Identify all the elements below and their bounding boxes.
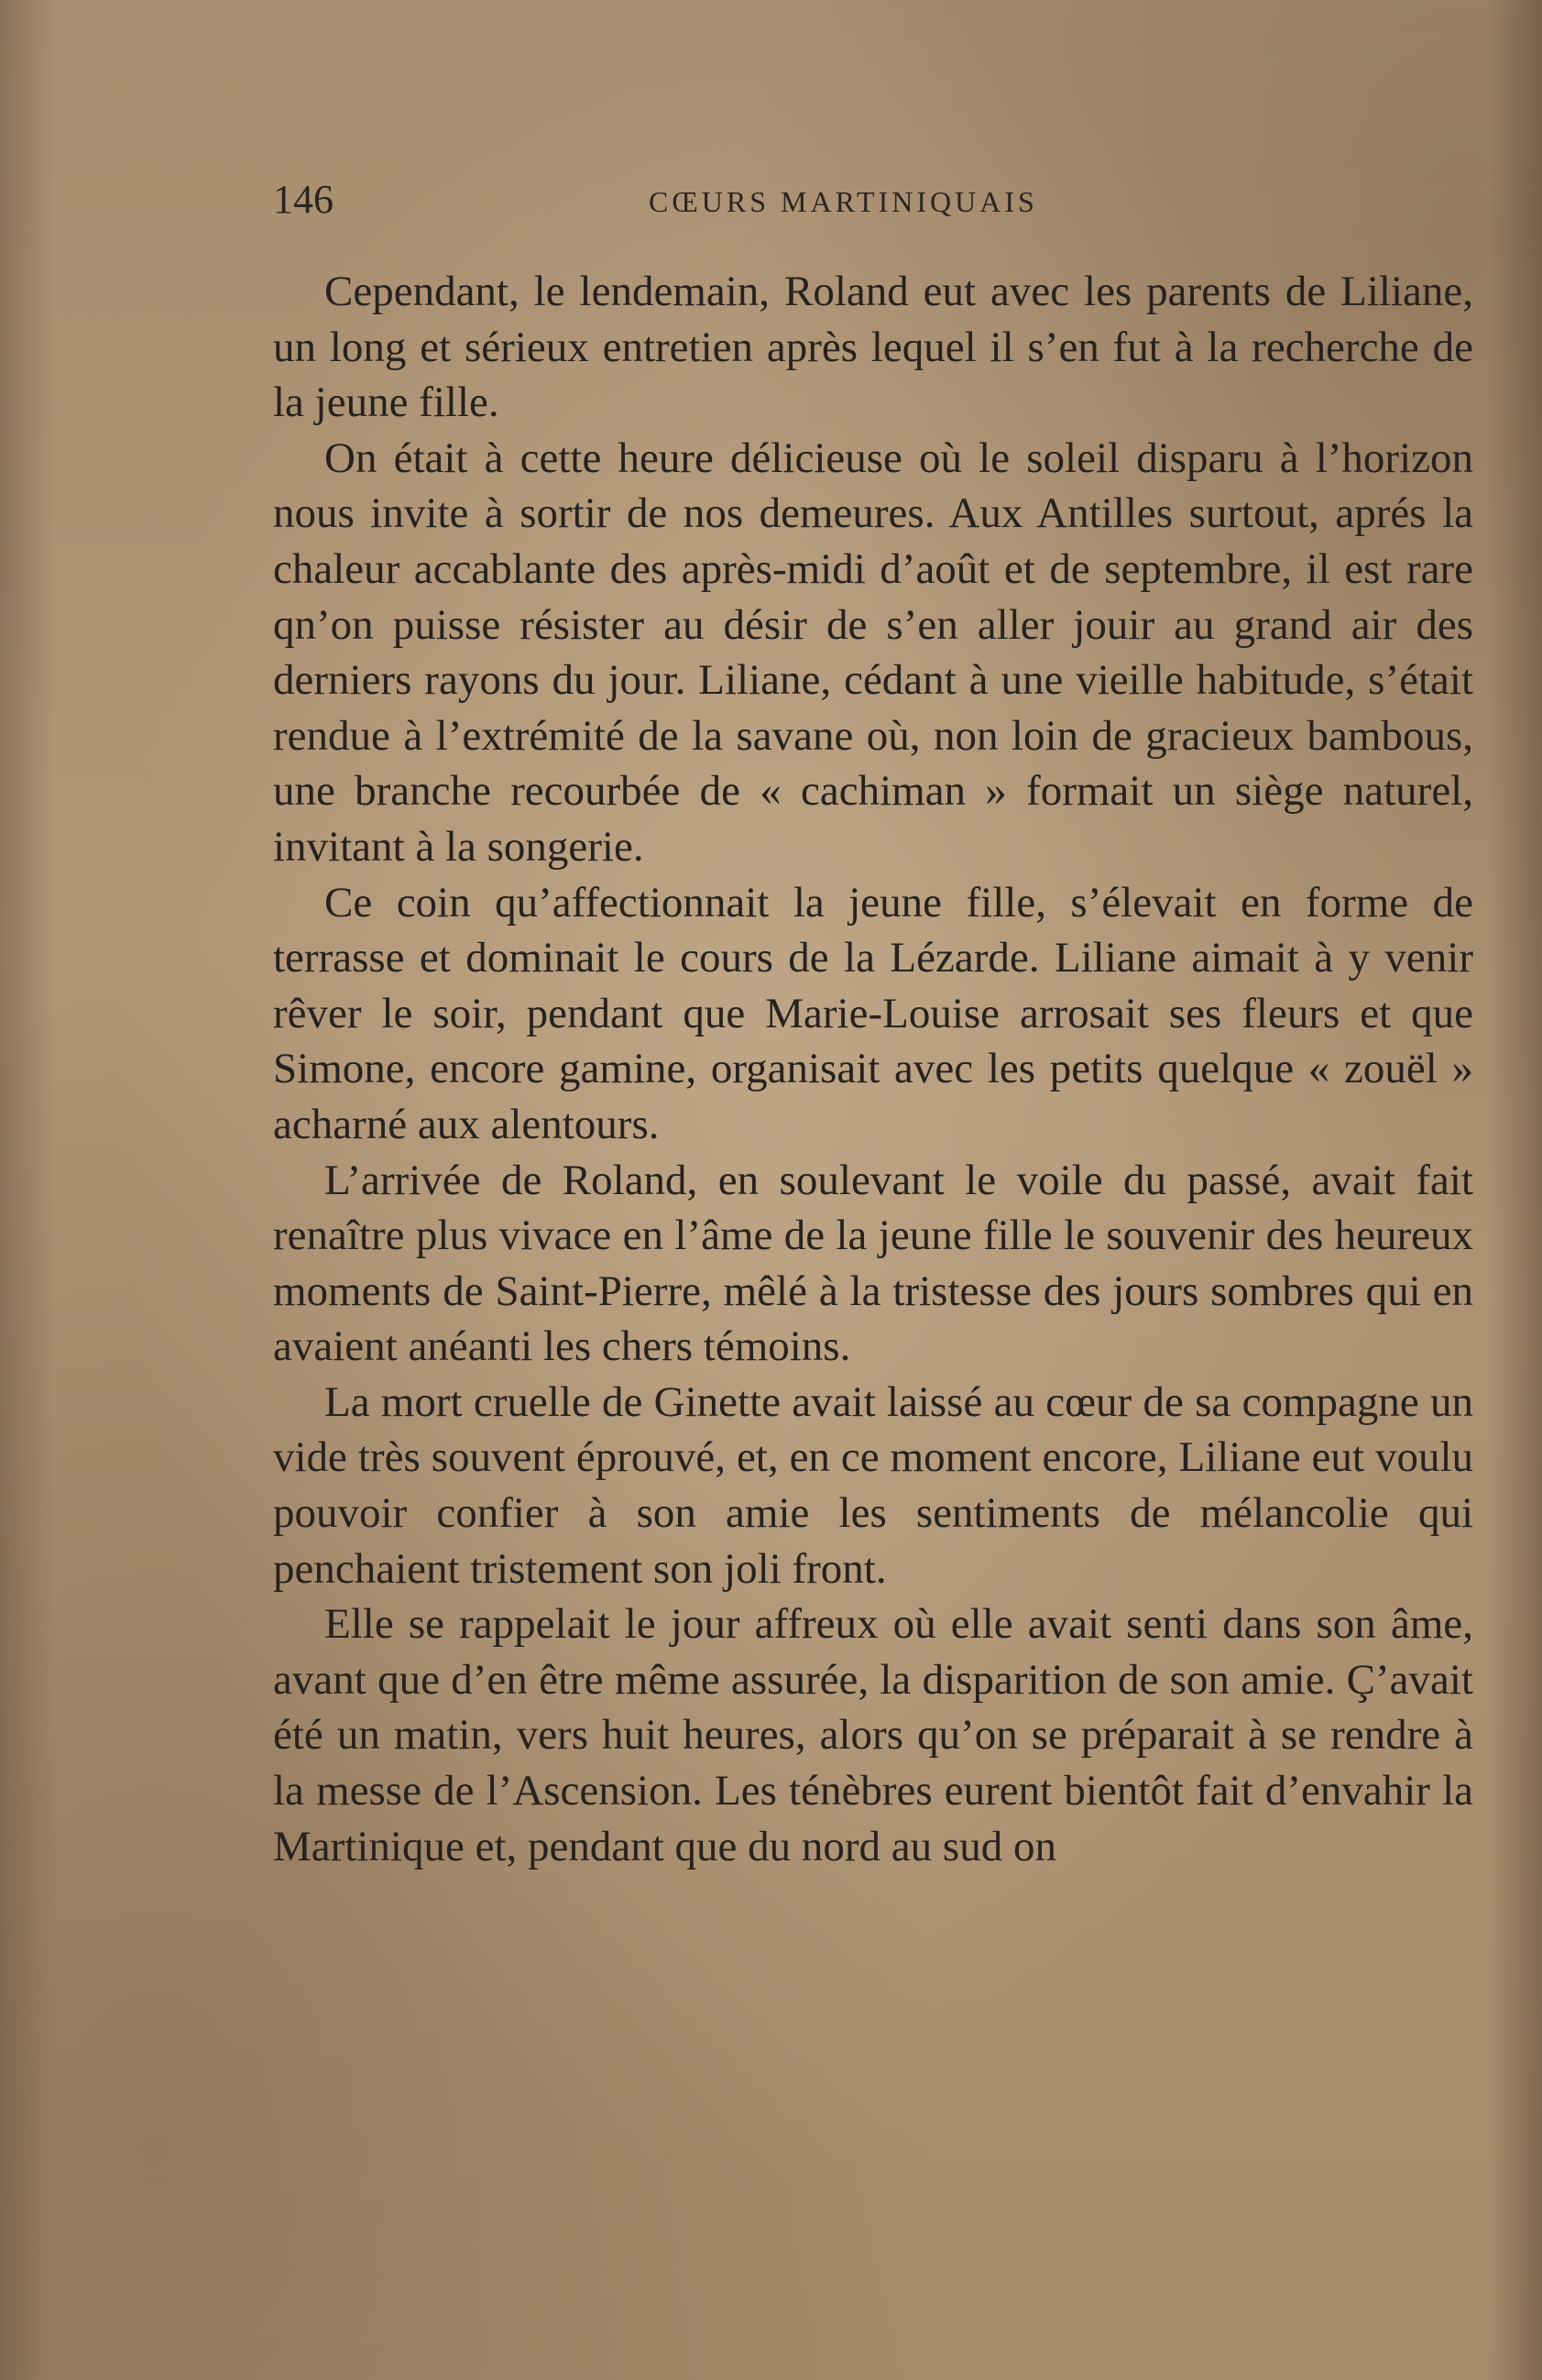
page-edge-shadow-left (0, 0, 55, 2380)
body-text (273, 264, 1473, 1874)
paragraph: Cependant, le lendemain, Roland eut avec les parents de Liliane, un long et sérieux entretien après lequel il s’en fut à la recherche de la jeune fille. (273, 268, 1473, 427)
page-edge-shadow-right (1487, 0, 1542, 2380)
paragraph: La mort cruelle de Ginette avait laissé au cœur de sa compagne un vide très souvent éprouvé, et, en ce moment encore, Liliane eut voulu pouvoir confier à son amie les sentiments de mélancolie qui penchaient tristement son joli front. (273, 1377, 1473, 1593)
paragraph: L’arrivée de Roland, en soulevant le voile du passé, avait fait renaître plus vivace en l’âme de la jeune fille le souvenir des heureux moments de Saint-Pierre, mêlé à la tristesse des jours sombres qui en avaient anéanti les chers témoins. (273, 1156, 1473, 1371)
page-number: 146 (273, 177, 334, 222)
paragraph: On était à cette heure délicieuse où le soleil disparu à l’horizon nous invite à sortir de nos demeures. Aux Antilles surtout, aprés la chaleur accablante des après-midi d’août et de septembre, il est rare qn’on puisse résister au désir de s’en aller jouir au grand air des derniers rayons du jour. Liliane, cédant à une vieille habitude, s’était rendue à l’extrémité de la savane où, non loin de gracieux bambous, une branche recourbée de « cachiman » formait un siège naturel, invitant à la songerie. (273, 433, 1473, 871)
running-title: CŒURS MARTINIQUAIS (649, 185, 1038, 218)
paragraph: Ce coin qu’affectionnait la jeune fille, s’élevait en forme de terrasse et dominait le cours de la Lézarde. Liliane aimait à y venir rêver le soir, pendant que Marie-Louise arrosait ses fleurs et que Simone, encore gamine, organisait avec les petits quelque « zouël » acharné aux alentours. (273, 878, 1473, 1148)
paragraph: Elle se rappelait le jour affreux où elle avait senti dans son âme, avant que d’en être même assurée, la disparition de son amie. Ç’avait été un matin, vers huit heures, alors qu’on se préparait à se rendre à la messe de l’Ascension. Les ténèbres eurent bientôt fait d’envahir la Martinique et, pendant que du nord au sud on (273, 1600, 1473, 1870)
page-header (273, 176, 1484, 231)
